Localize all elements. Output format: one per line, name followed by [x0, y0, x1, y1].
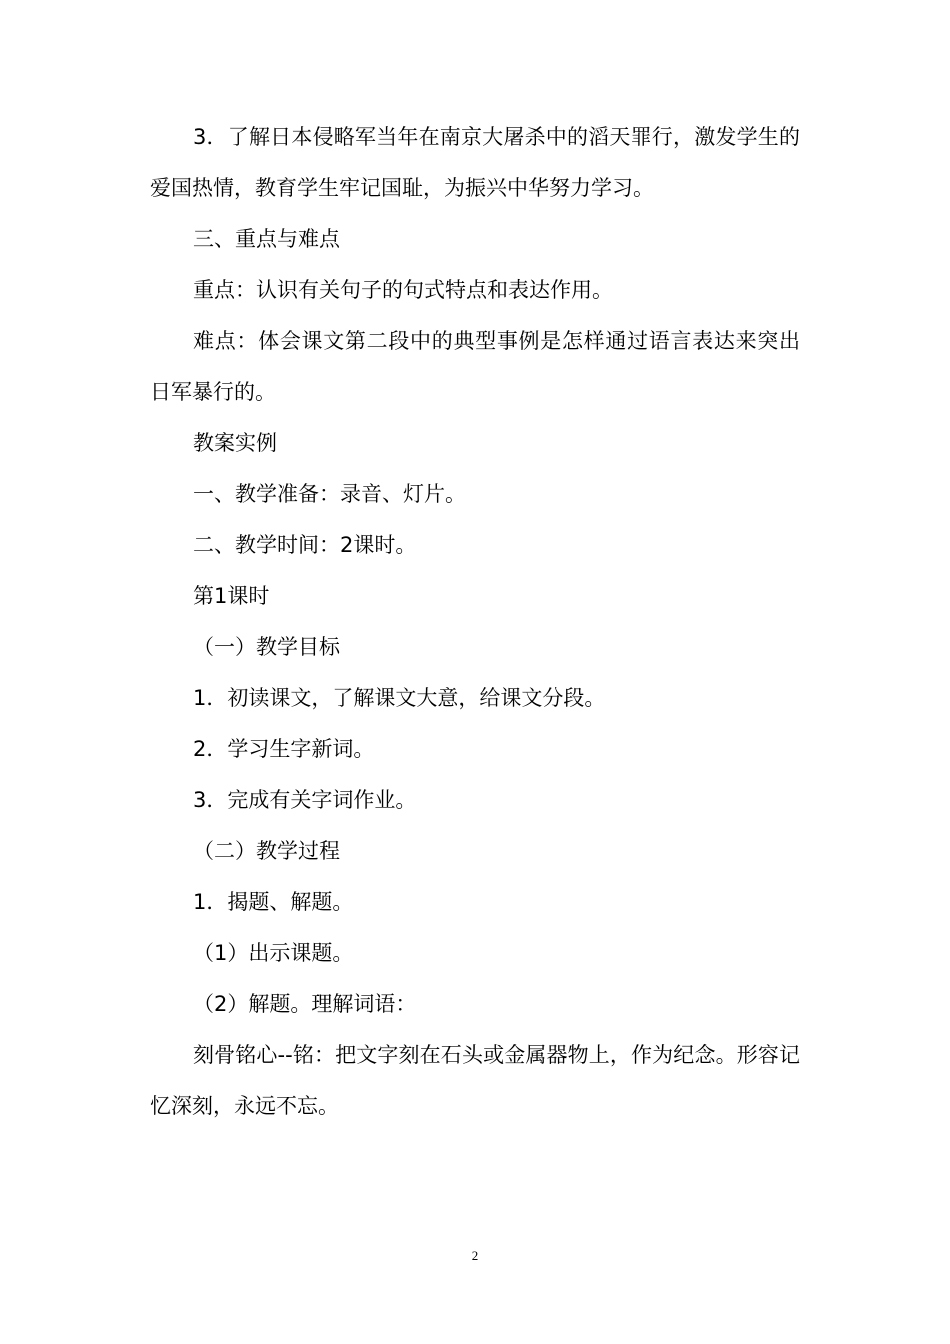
- teaching-preparation: 一、教学准备：录音、灯片。: [193, 482, 466, 506]
- section-key-points-heading: 三、重点与难点: [193, 227, 340, 251]
- objective-item-2: 2．学习生字新词。: [193, 737, 375, 761]
- difficult-point: 难点：体会课文第二段中的典型事例是怎样通过语言表达来突出日军暴行的。: [150, 329, 800, 404]
- process-step-1: 1．揭题、解题。: [193, 890, 354, 914]
- lesson-example-heading: 教案实例: [193, 431, 277, 455]
- teaching-process-heading: （二）教学过程: [193, 839, 340, 863]
- vocabulary-definition: 刻骨铭心--铭：把文字刻在石头或金属器物上，作为纪念。形容记忆深刻，永远不忘。: [150, 1043, 800, 1118]
- process-substep-2: （2）解题。理解词语：: [193, 992, 417, 1016]
- teaching-objectives-heading: （一）教学目标: [193, 635, 340, 659]
- teaching-time: 二、教学时间：2课时。: [193, 533, 417, 557]
- lesson-1-heading: 第1课时: [193, 584, 270, 608]
- objective-item-3: 3．完成有关字词作业。: [193, 788, 417, 812]
- page-number: 2: [471, 1248, 479, 1263]
- objective-3: 3．了解日本侵略军当年在南京大屠杀中的滔天罪行，激发学生的爱国热情，教育学生牢记国耻，为振兴中华努力学习。: [150, 125, 800, 200]
- objective-item-1: 1．初读课文，了解课文大意，给课文分段。: [193, 686, 606, 710]
- document-body: [150, 112, 800, 1132]
- process-substep-1: （1）出示课题。: [193, 941, 354, 965]
- key-point: 重点：认识有关句子的句式特点和表达作用。: [193, 278, 613, 302]
